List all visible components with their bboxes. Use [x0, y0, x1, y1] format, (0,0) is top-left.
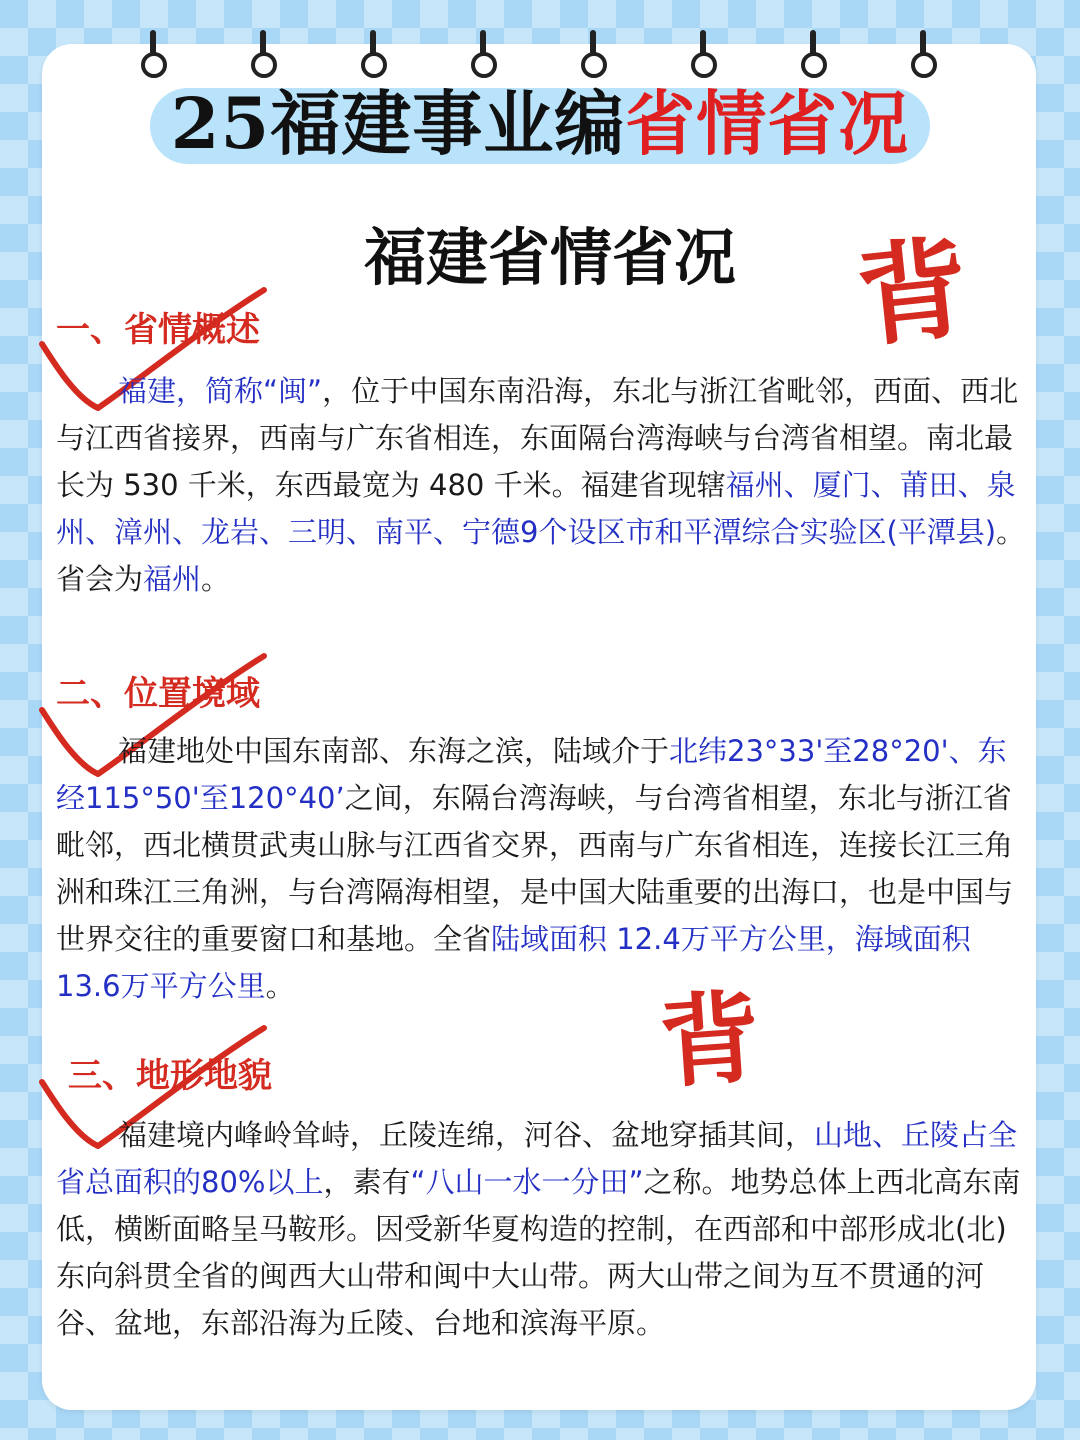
binder-ring: [690, 30, 716, 78]
body-text: 福建地处中国东南部、东海之滨，陆域介于: [118, 734, 670, 768]
binder-ring: [910, 30, 936, 78]
memorize-stamp: 背: [851, 222, 975, 363]
key-point-text: 陆域面积 12.4万平方公里，海域面积13.6万平方公里: [56, 922, 971, 1003]
title-highlight: 省情省况: [625, 82, 910, 165]
key-point-text: 福州、厦门、莆田、泉州、漳州、龙岩、三明、南平、宁德9个设区市和平潭综合实验区(平潭县): [56, 468, 1016, 549]
binder-ring: [250, 30, 276, 78]
key-point-text: 山地、丘陵占全省总面积的80%以上: [56, 1118, 1018, 1199]
key-point-text: 北纬23°33'至28°20'、东经115°50'至120°40’: [56, 734, 1007, 815]
body-text: 福建境内峰岭耸峙，丘陵连绵，河谷、盆地穿插其间，: [118, 1118, 815, 1152]
body-text: 之间，东隔台湾海峡，与台湾省相望，东北与浙江省毗邻，西北横贯武夷山脉与江西省交界，西南与广东省相连，连接长江三角洲和珠江三角洲，与台湾隔海相望，是中国大陆重要的出海口，也是中国与世界交往的重要窗口和基地。全省: [56, 781, 1014, 956]
binder-rings: [0, 30, 1080, 90]
body-text: 。省会为: [56, 515, 1026, 596]
body-text: 。: [265, 969, 295, 1003]
body-text: 之称。地势总体上西北高东南低，横断面略呈马鞍形。因受新华夏构造的控制，在西部和中部形成北(北)东向斜贯全省的闽西大山带和闽中大山带。两大山带之间为互不贯通的河谷、盆地，东部沿海为丘陵、台地和滨海平原。: [56, 1165, 1021, 1340]
binder-ring: [140, 30, 166, 78]
body-text: ，素有: [323, 1165, 411, 1199]
section-body: [56, 1112, 1028, 1347]
page-title: [0, 84, 1080, 164]
key-point-text: 福州: [143, 562, 202, 596]
page-subtitle: 福建省情省况: [363, 221, 736, 294]
section-heading: 一、省情概述: [56, 310, 260, 350]
section-heading: 二、位置境域: [56, 674, 260, 714]
section-body: [56, 368, 1028, 603]
title-main: 25福建事业编: [170, 82, 626, 165]
binder-ring: [800, 30, 826, 78]
key-point-text: “八山一水一分田”: [410, 1165, 644, 1199]
body-text: ，位于中国东南沿海，东北与浙江省毗邻，西面、西北与江西省接界，西南与广东省相连，东面隔台湾海峡与台湾省相望。南北最长为 530 千米，东西最宽为 480 千米。福建省现辖: [56, 374, 1019, 502]
binder-ring: [470, 30, 496, 78]
key-point-text: 福建，简称“闽”: [118, 374, 323, 408]
binder-ring: [360, 30, 386, 78]
section-body: [56, 728, 1028, 1010]
memorize-stamp: 背: [656, 977, 764, 1103]
section-heading: 三、地形地貌: [68, 1056, 272, 1096]
binder-ring: [580, 30, 606, 78]
body-text: 。: [201, 562, 231, 596]
